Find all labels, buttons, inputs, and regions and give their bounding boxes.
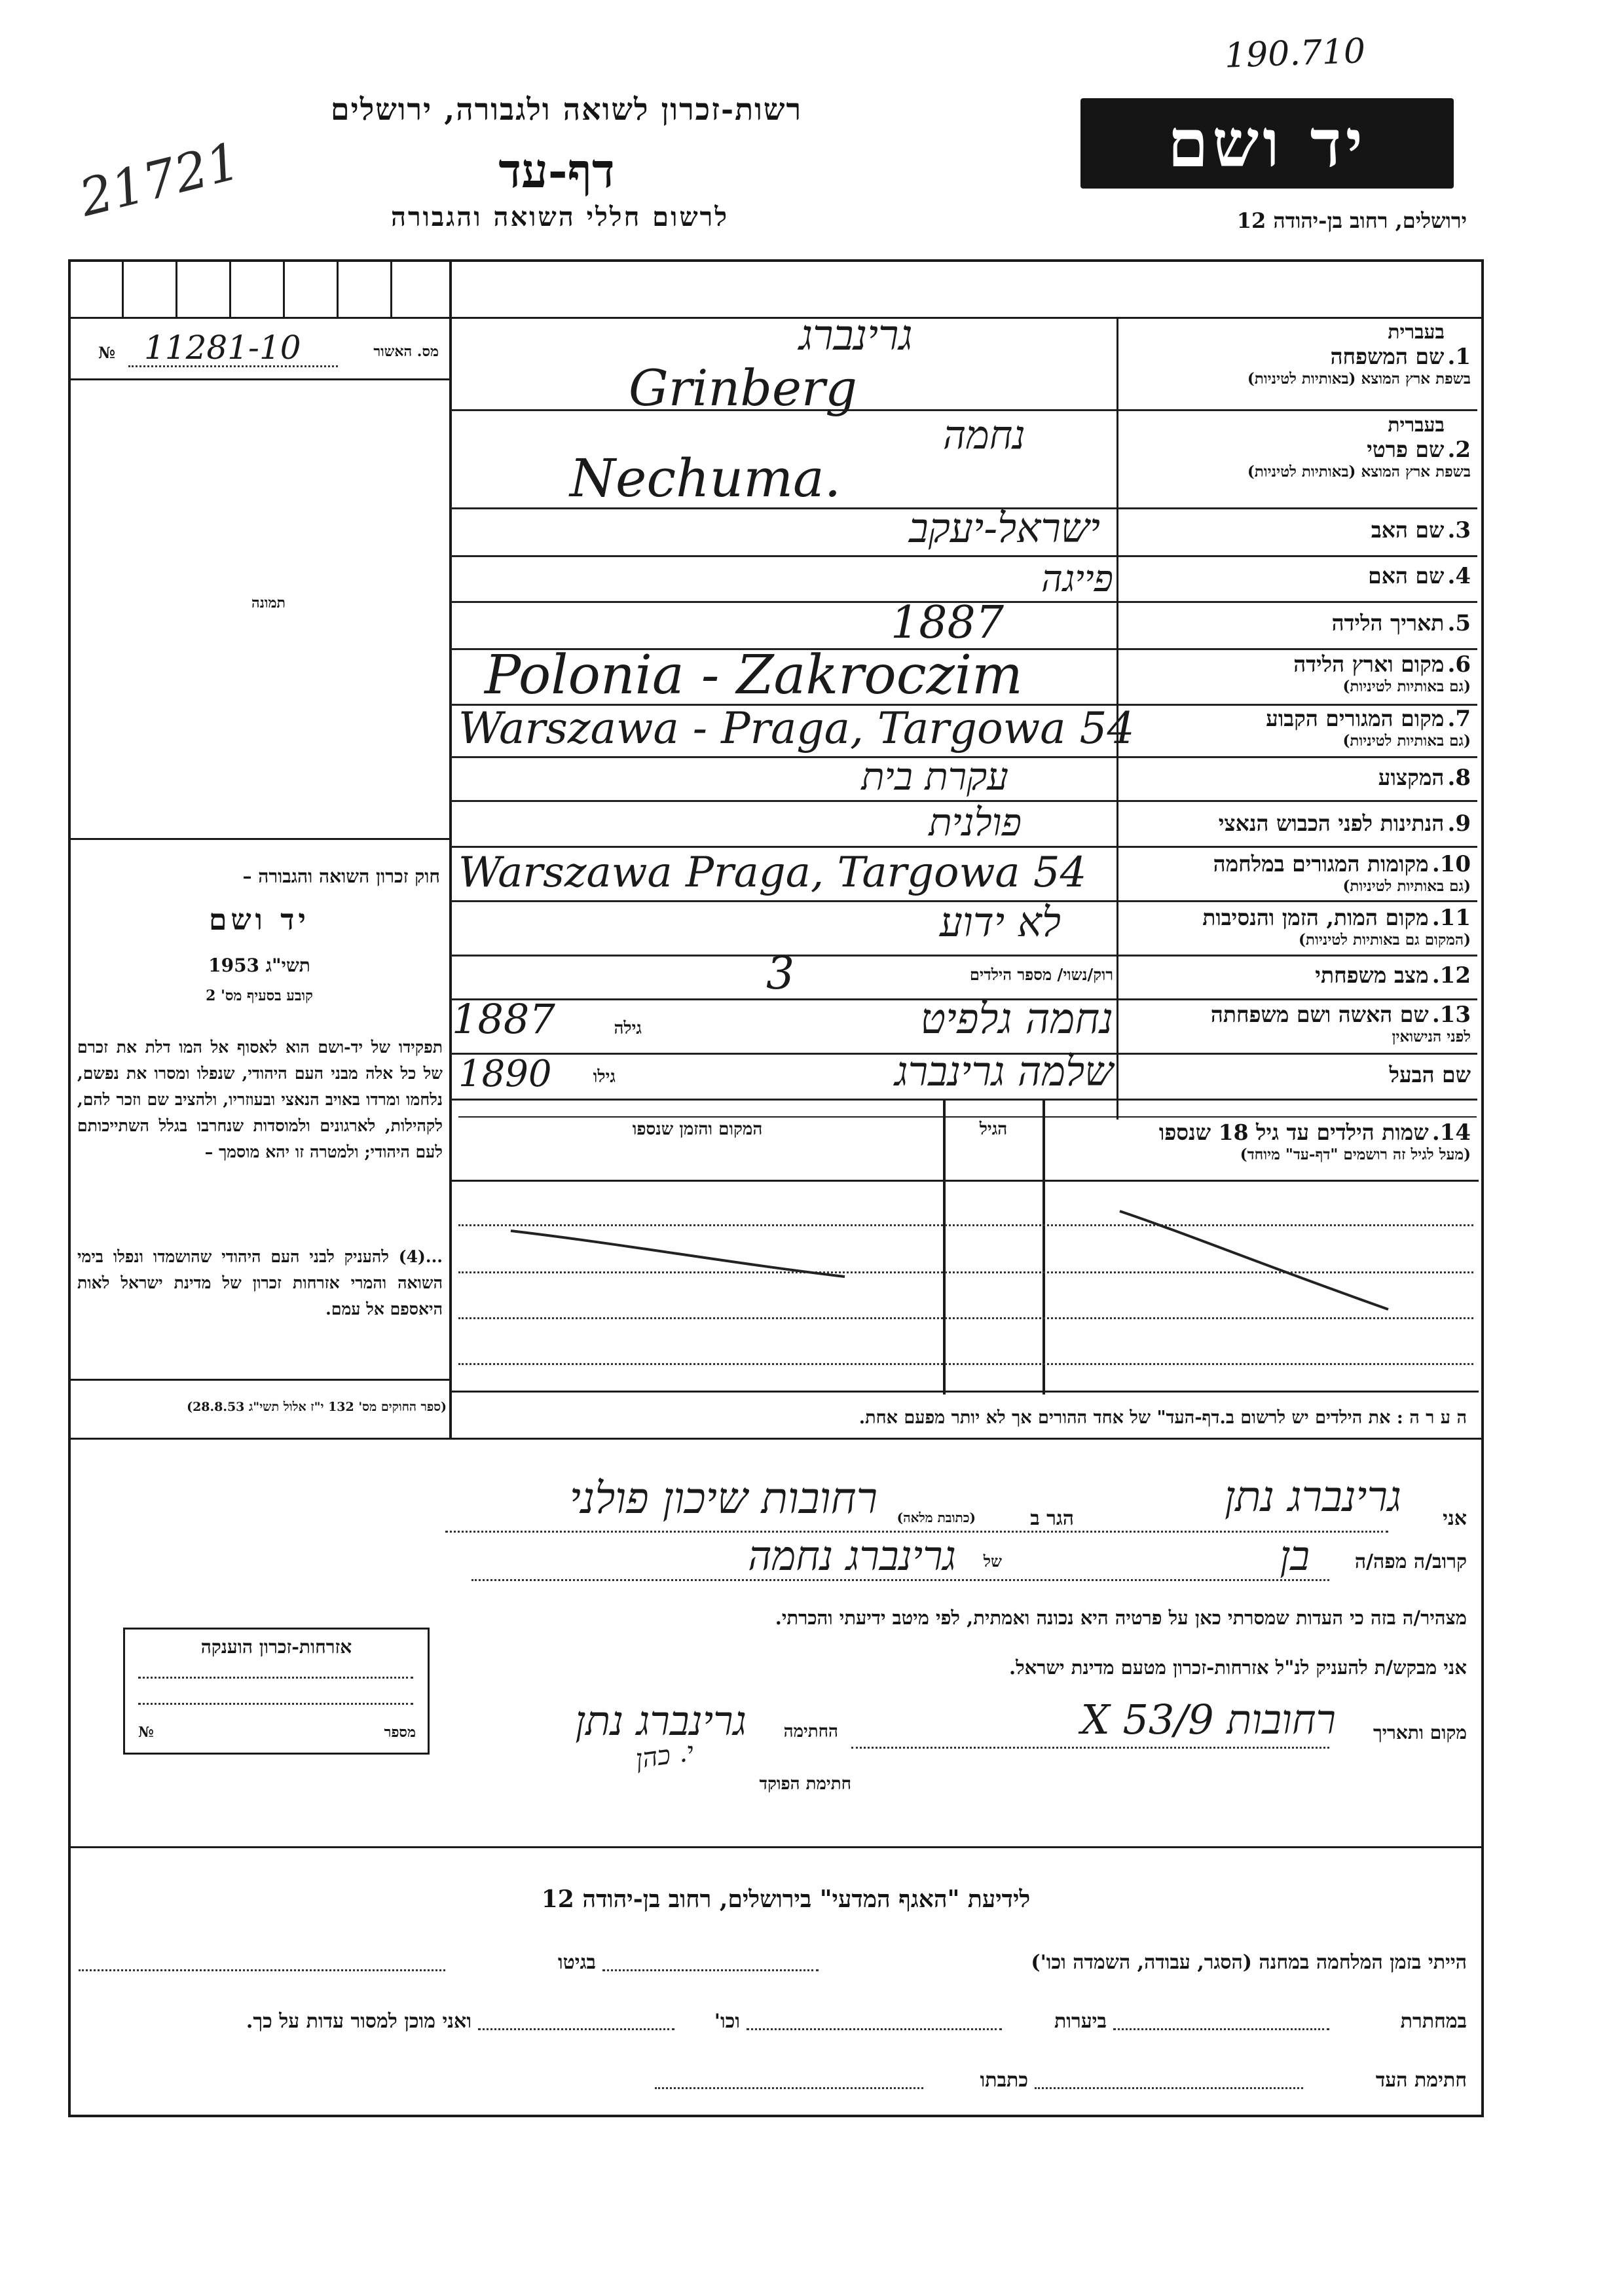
field-num: 2. (1447, 437, 1471, 463)
hebrew-tag: בעברית (1388, 414, 1445, 437)
decl-line3: מצהיר/ה בזה כי העדות שמסרתי כאן על פרטיה היא נכונה ואמתית, לפי מיטב ידיעתי והכרתי. (775, 1607, 1467, 1629)
field-num: 5. (1447, 610, 1471, 636)
bottom-row1-right: הייתי בזמן המלחמה במחנה (הסגר, עבודה, השמדה וכו') (1031, 1951, 1467, 1974)
children-bottom-line (451, 1391, 1479, 1393)
relation: בן (1280, 1532, 1310, 1580)
bottom-heading: לידיעת "האגף המדעי" בירושלים, רחוב בן-יהודה 12 (541, 1886, 1031, 1913)
firstname-latin: Nechuma. (570, 448, 841, 509)
citizenship-symbol: № (138, 1724, 154, 1741)
field-title: שם הבעל (1389, 1062, 1471, 1087)
field-title: שם האם (1368, 563, 1445, 589)
victim-name-decl: גרינברג נחמה (748, 1532, 956, 1580)
field-num: 8. (1447, 765, 1471, 791)
decl-line2-prefix: קרוב/ה מפה/ה (1354, 1550, 1467, 1573)
father-name: ישראל-יעקב (908, 504, 1100, 552)
row-line (451, 555, 1477, 557)
bottom-row2-b: ביערות (1054, 2010, 1107, 2033)
strip-div (390, 259, 392, 318)
bottom-row3-dots-b (655, 2086, 923, 2089)
children-header-line (451, 1180, 1479, 1182)
death-place: לא ידוע (939, 898, 1061, 946)
form-subtitle: לרשום חללי השואה והגבורה (390, 202, 729, 232)
law-reference: (ספר החוקים מס' 132 י"ז אלול תשי"ג 28.8.53) (187, 1400, 447, 1414)
field-title: שמות הילדים עד גיל 18 שנספו (1158, 1120, 1429, 1145)
field-sub: (מעל לגיל זה רושמים "דף-עד" מיוחד) (1240, 1146, 1471, 1163)
photo-box-top (68, 378, 451, 380)
firstname-hebrew: נחמה (943, 412, 1025, 458)
bottom-row1-dots-b (79, 1968, 445, 1971)
yad-vashem-logo (1080, 98, 1454, 189)
place-date-label: מקום ותאריך (1373, 1722, 1467, 1743)
note: ה ע ר ה : את הילדים יש לרשום ב.דף-העד" של אחד ההורים אך לא יותר מפעם אחת. (858, 1408, 1467, 1428)
strip-div (122, 259, 124, 318)
law-text-2: ...(4) להעניק לבני העם היהודי שהושמדו ונפלו בימי השואה והמרי אזרחות זכרון של מדינת ישראל לאות היאספם אל עמם. (77, 1247, 443, 1319)
bottom-row3-b: כתבתו (980, 2069, 1028, 2092)
declarant-signature: גרינברג נתן (575, 1697, 747, 1745)
field-num: 11. (1431, 905, 1471, 931)
field-sub: (המקום גם באותיות לטיניות) (1299, 931, 1471, 949)
row-line (451, 409, 1477, 411)
field-sub: לפני הנישואין (1392, 1028, 1471, 1046)
law-name: יד ושם (209, 903, 310, 937)
children-strike-marks (458, 1192, 1473, 1322)
field-9-label (1019, 811, 1471, 837)
column-divider (449, 259, 452, 1438)
field-14-label (1065, 1120, 1471, 1163)
field-8-label (1019, 765, 1471, 791)
archive-stamp-number: 21721 (73, 132, 246, 228)
field-2-label (1019, 414, 1471, 481)
strip-div (283, 259, 285, 318)
bottom-row2-dots-a (1113, 2027, 1329, 2030)
field-num: 12. (1431, 962, 1471, 989)
profession: עקרת בית (861, 754, 1008, 799)
field-sub: (גם באותיות לטיניות) (1342, 678, 1471, 695)
citizenship-dots (138, 1702, 413, 1705)
decl-line2-dots (471, 1578, 1329, 1581)
form-title: דף-עד (498, 143, 615, 198)
field-title: מקומות המגורים במלחמה (1213, 851, 1429, 877)
decl-addr-label: (כתובת מלאה) (896, 1510, 976, 1525)
decl-line1-mid: הגר ב (1030, 1507, 1074, 1530)
surname-hebrew: גרינברג (799, 312, 913, 360)
law-title: חוק זכרון השואה והגבורה – (242, 866, 440, 887)
field-sub: (גם באותיות לטיניות) (1342, 732, 1471, 750)
strip-div (229, 259, 231, 318)
citizenship-dots (138, 1675, 413, 1679)
archive-file-number: 190.710 (1224, 31, 1367, 76)
field-title: מצב משפחתי (1315, 962, 1429, 988)
residence: Warszawa - Praga, Targowa 54 (458, 703, 1135, 754)
photo-label: תמונה (251, 594, 286, 611)
declarant-name: גרינברג נתן (1224, 1473, 1401, 1522)
officer-label: חתימת הפוקד (759, 1774, 851, 1794)
place-date-dots (851, 1745, 1329, 1749)
field-num: 9. (1447, 811, 1471, 837)
field-title: שם האב (1371, 517, 1445, 543)
field-title: מקום המגורים הקבוע (1266, 706, 1445, 731)
law-clause: קובע בסעיף מס' 2 (206, 987, 313, 1004)
logo-text: יד ושם (1168, 105, 1367, 182)
law-ref-top (68, 1379, 451, 1381)
bottom-row1-dots-a (602, 1968, 819, 1971)
photo-box-bottom (68, 838, 451, 840)
certificate-number-row (98, 329, 439, 367)
officer-signature: י. כהן (633, 1736, 696, 1775)
row-line (451, 1099, 1477, 1101)
bottom-row2-a: במחתרת (1400, 2010, 1467, 2033)
field-10-label (1019, 851, 1471, 895)
field-title: המקצוע (1378, 765, 1445, 790)
field-num: 13. (1431, 1002, 1471, 1028)
field-num: 1. (1447, 344, 1471, 370)
field-title: שם פרטי (1367, 437, 1445, 462)
law-text: תפקידו של יד-ושם הוא לאסוף אל המו דלת את זכרם של כל אלה מבני העם היהודי, שנפלו ומסרו את נפשם, נלחמו ומרדו באויב הנאצי ובעוזריו, ולהציב שם וזכר להם, לקהילות, לארגונים ולמוסדות שנחרבו בגלל השתייכותם לעם היהודי; ולמטרה זו יהא מוסמך – (77, 1038, 443, 1161)
bottom-row2-d: ואני מוכן למסור עדות על כך. (246, 2010, 471, 2033)
children-place-header: המקום והזמן שנספו (632, 1120, 763, 1139)
field-5-label (1019, 610, 1471, 636)
bottom-row3-dots-a (1035, 2086, 1303, 2089)
citizenship-number-label: מספר (384, 1724, 416, 1741)
children-row-dots (458, 1362, 1473, 1365)
field-sub: בשפת ארץ המוצא (באותיות לטיניות) (1247, 370, 1471, 388)
wife-age: 1887 (452, 995, 555, 1043)
strip-div (337, 259, 339, 318)
strip-div (175, 259, 177, 318)
field-title: מקום המות, הזמן והנסיבות (1202, 905, 1429, 930)
bottom-row1-left: בגיטו (557, 1951, 596, 1974)
nationality: פולנית (929, 800, 1022, 845)
row-line (451, 846, 1477, 848)
birth-date: 1887 (891, 597, 1005, 649)
bottom-row3-a: חתימת העד (1375, 2069, 1467, 2092)
children-age-header: הגיל (979, 1120, 1008, 1139)
mother-name: פייגה (1041, 558, 1113, 600)
cert-no-symbol: № (98, 343, 116, 362)
cert-label: מס. האשור (373, 343, 439, 360)
authority-name: רשות-זכרון לשואה ולגבורה, ירושלים (330, 92, 803, 127)
field-sub: בשפת ארץ המוצא (באותיות לטיניות) (1247, 463, 1471, 481)
field-6-label (1019, 651, 1471, 695)
wife-age-label: גילה (614, 1019, 642, 1038)
field-num: 7. (1447, 706, 1471, 732)
field-num: 3. (1447, 517, 1471, 543)
row-line (458, 1116, 1477, 1118)
decl-line2-of: של (983, 1552, 1002, 1571)
bottom-section-line (68, 1846, 1481, 1848)
field-title: תאריך הלידה (1331, 610, 1445, 636)
marital-inline-label: רוק/נשוי/ מספר הילדים (969, 965, 1113, 984)
law-year: תשי"ג 1953 (208, 955, 310, 976)
birth-place: Polonia - Zakroczim (485, 644, 1023, 706)
declarant-address: רחובות שיכון פולני (569, 1473, 877, 1523)
wife-name: נחמה גלפיט (920, 995, 1113, 1044)
wartime-residence: Warszawa Praga, Targowa 54 (458, 848, 1087, 897)
place-date: רחובות 9/X 53 (1080, 1696, 1336, 1743)
field-title: שם האשה ושם משפחתה (1210, 1002, 1429, 1027)
bottom-row2-dots-b (747, 2027, 1002, 2030)
hebrew-tag: בעברית (1388, 321, 1445, 344)
note-bottom-line (68, 1438, 1481, 1440)
bottom-row2-dots-c (478, 2027, 674, 2030)
decl-line1-prefix: אני (1443, 1507, 1467, 1530)
field-num: 4. (1447, 563, 1471, 589)
field-11-label (1019, 905, 1471, 949)
strip-bottom (68, 317, 1481, 319)
field-sub: (גם באותיות לטיניות) (1342, 877, 1471, 895)
field-num: 6. (1447, 651, 1471, 678)
children-count: 3 (766, 948, 795, 1000)
field-1-label (1019, 321, 1471, 388)
row-line (451, 955, 1477, 957)
husband-age-label: גילו (593, 1067, 616, 1087)
surname-latin: Grinberg (629, 359, 857, 417)
citizenship-box (123, 1628, 430, 1755)
decl-line4: אני מבקש/ת להעניק לנ"ל אזרחות-זכרון מטעם מדינת ישראל. (1008, 1656, 1467, 1679)
field-num: 14. (1431, 1120, 1471, 1146)
cert-no-value: 11281-10 (144, 329, 301, 367)
field-title: הנתינות לפני הכבוש הנאצי (1218, 811, 1445, 836)
field-title: שם המשפחה (1330, 344, 1445, 369)
field-title: מקום וארץ הלידה (1293, 651, 1445, 677)
husband-name: שלמה גרינברג (895, 1048, 1113, 1095)
husband-age: 1890 (458, 1053, 552, 1095)
bottom-row2-c: וכו' (714, 2010, 740, 2033)
address: ירושלים, רחוב בן-יהודה 12 (1236, 208, 1467, 233)
citizenship-title: אזרחות-זכרון הוענקה (200, 1636, 352, 1658)
cert-dots (128, 364, 338, 367)
field-num: 10. (1431, 851, 1471, 877)
signature-label: החתימה (783, 1722, 838, 1741)
